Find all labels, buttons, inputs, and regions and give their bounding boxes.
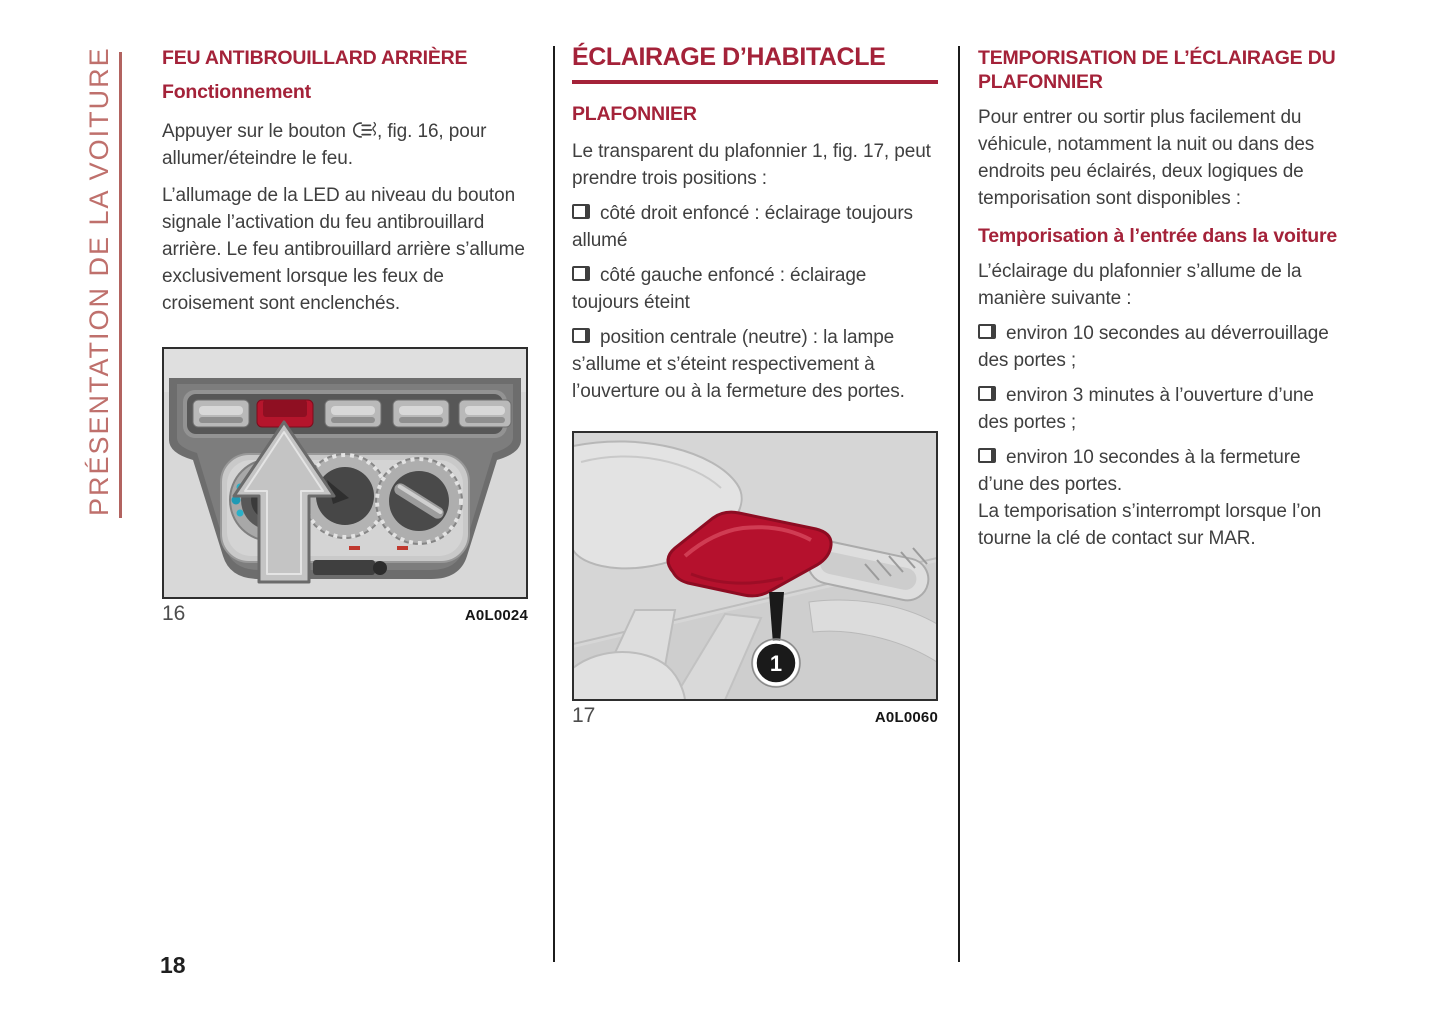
list-item	[978, 320, 1344, 374]
column-rear-fog-light	[162, 46, 528, 626]
paragraph-text: Appuyer sur le bouton	[162, 121, 346, 142]
sidebar-rule	[119, 52, 122, 518]
section-heading: FEU ANTIBROUILLARD ARRIÈRE	[162, 47, 468, 69]
rear-fog-light-icon	[352, 121, 376, 139]
paragraph-text: , fig. 16, pour allumer/éteindre le feu.	[162, 121, 487, 169]
list-item	[572, 262, 938, 316]
list-item	[978, 382, 1344, 436]
paragraph: La temporisation s’interrompt lorsque l’on tourne la clé de contact sur MAR.	[978, 501, 1322, 549]
figure-number: 16	[162, 602, 186, 625]
figure-code: A0L0024	[464, 607, 528, 624]
bullet-square-icon	[978, 324, 996, 339]
column-divider	[553, 46, 555, 962]
list-item-text: position centrale (neutre) : la lampe s’allume et s’éteint respectivement à l’ouverture ou à la fermeture des portes.	[572, 327, 905, 402]
list-item	[978, 444, 1344, 498]
section-heading: TEMPORISATION DE L’ÉCLAIRAGE DU PLAFONNIER	[978, 47, 1336, 93]
bullet-square-icon	[572, 328, 590, 343]
paragraph: L’éclairage du plafonnier s’allume de la manière suivante :	[978, 261, 1302, 309]
column-lighting-timer	[978, 46, 1344, 552]
subsection-heading: Temporisation à l’entrée dans la voiture	[978, 225, 1337, 247]
paragraph	[162, 118, 528, 172]
chapter-label: PRÉSENTATION DE LA VOITURE	[84, 46, 114, 516]
chapter-heading: ÉCLAIRAGE D’HABITACLE	[572, 44, 938, 84]
figure-code: A0L0060	[874, 709, 938, 726]
list-item-text: côté gauche enfoncé : éclairage toujours éteint	[572, 265, 867, 313]
bullet-square-icon	[572, 266, 590, 281]
hvac-control-panel-illustration	[162, 347, 528, 599]
figure-caption	[572, 704, 938, 728]
callout-number: 1	[769, 651, 783, 676]
list-item	[572, 200, 938, 254]
paragraph: Pour entrer ou sortir plus facilement du véhicule, notamment la nuit ou dans des endroits peu éclairés, deux logiques de temporisation sont disponibles :	[978, 107, 1315, 209]
section-heading: PLAFONNIER	[572, 103, 697, 125]
page-number: 18	[160, 952, 186, 978]
figure-17	[572, 431, 938, 728]
figure-16	[162, 347, 528, 626]
list-item	[572, 324, 938, 405]
bullet-square-icon	[978, 386, 996, 401]
list-item-text: environ 10 secondes au déverrouillage des portes ;	[978, 323, 1329, 371]
bullet-square-icon	[978, 448, 996, 463]
figure-caption	[162, 602, 528, 626]
list-item-text: environ 3 minutes à l’ouverture d’une des portes ;	[978, 385, 1314, 433]
list-item-text: environ 10 secondes à la fermeture d’une des portes.	[978, 447, 1301, 495]
paragraph: L’allumage de la LED au niveau du bouton signale l’activation du feu antibrouillard arrière. Le feu antibrouillard arrière s’allume exclusivement lorsque les feux de croisement sont enclenchés.	[162, 185, 525, 314]
bullet-square-icon	[572, 204, 590, 219]
column-divider	[958, 46, 960, 962]
sidebar	[84, 46, 115, 516]
figure-number: 17	[572, 704, 596, 727]
column-interior-lighting	[572, 44, 938, 728]
ceiling-light-illustration	[572, 431, 938, 701]
paragraph: Le transparent du plafonnier 1, fig. 17, peut prendre trois positions :	[572, 141, 931, 189]
list-item-text: côté droit enfoncé : éclairage toujours allumé	[572, 203, 913, 251]
subsection-heading: Fonctionnement	[162, 81, 311, 103]
